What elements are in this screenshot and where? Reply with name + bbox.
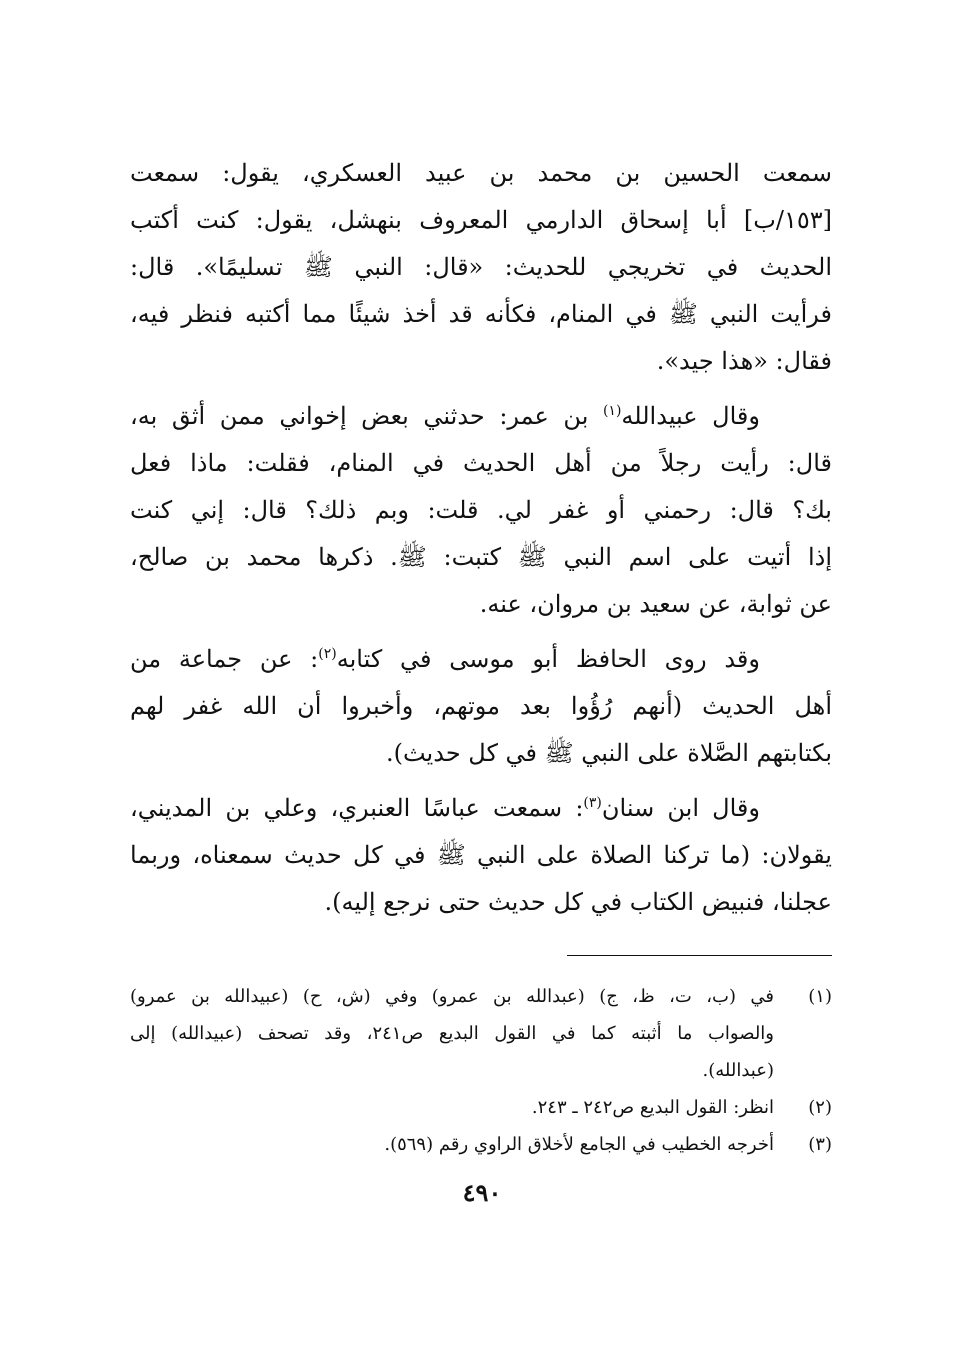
text-line: فقال: «هذا جيد».	[656, 347, 832, 375]
footnote-separator	[567, 955, 832, 956]
text-run: بن عمر: حدثني بعض إخواني ممن أثق به،	[130, 402, 603, 430]
paragraph-2	[130, 393, 832, 628]
paragraph-4	[130, 785, 832, 926]
paragraph-1	[130, 150, 832, 385]
text-line: عجلنا، فنبيض الكتاب في كل حديث حتى نرجع إليه).	[324, 888, 832, 916]
text-line: بك؟ قال: رحمني أو غفر لي. قلت: وبم ذلك؟ قال: إني كنت	[130, 496, 832, 524]
text-line: يقولان: (ما تركنا الصلاة على النبي ﷺ في كل حديث سمعناه، وربما	[130, 841, 832, 869]
text-run: : عن جماعة من	[130, 645, 319, 673]
text-line: أهل الحديث (أنهم رُؤُوا بعد موتهم، وأخبروا أن الله غفر لهم	[130, 692, 832, 720]
footnote-line: في (ب، ت، ظ، ج) (عبدالله بن عمرو) وفي (ش، ح) (عبيدالله بن عمرو)	[130, 986, 774, 1007]
text-line: قال: رأيت رجلاً من أهل الحديث في المنام، فقلت: ماذا فعل	[130, 449, 832, 477]
text-run: وقد روى الحافظ أبو موسى في كتابه	[336, 645, 760, 673]
footnote-line: انظر: القول البديع ص٢٤٢ ـ ٢٤٣.	[531, 1097, 774, 1118]
text-run: : سمعت عباسًا العنبري، وعلي بن المديني،	[130, 794, 584, 822]
text-line: الحديث في تخريجي للحديث: «قال: النبي ﷺ تسليمًا». قال:	[130, 253, 832, 281]
footnote-line: أخرجه الخطيب في الجامع لأخلاق الراوي رقم (٥٦٩).	[384, 1134, 774, 1155]
text-line: إذا أتيت على اسم النبي ﷺ كتبت: ﷺ. ذكرها محمد بن صالح،	[130, 543, 832, 571]
text-line: فرأيت النبي ﷺ في المنام، فكأنه قد أخذ شيئًا مما أكتبه فنظر فيه،	[130, 300, 832, 328]
page-number: ٤٩٠	[462, 1178, 502, 1207]
first-line	[130, 785, 832, 832]
footnote-ref[interactable]: (١)	[602, 403, 622, 419]
footnote-line: والصواب ما أثبته كما في القول البديع ص٢٤١، وقد تصحف (عبيدالله) إلى	[130, 1023, 774, 1044]
footnote-number: (٢)	[808, 1097, 832, 1118]
footnote-3	[130, 1126, 832, 1163]
footnote-line: (عبدالله).	[702, 1060, 774, 1081]
footnote-2	[130, 1089, 832, 1126]
text-run: وقال ابن سنان	[601, 794, 760, 822]
first-line	[130, 393, 832, 440]
footnote-1	[130, 978, 832, 1089]
text-line: [١٥٣/ب] أبا إسحاق الدارمي المعروف بنهشل، يقول: كنت أكتب	[130, 206, 832, 234]
footnotes	[130, 978, 832, 1163]
footnote-number: (٣)	[808, 1134, 832, 1155]
text-line: سمعت الحسين بن محمد بن عبيد العسكري، يقول: سمعت	[130, 159, 832, 187]
footnote-ref[interactable]: (٣)	[583, 795, 602, 811]
text-run: وقال عبيدالله	[621, 402, 760, 430]
paragraph-3	[130, 636, 832, 777]
footnote-ref[interactable]: (٢)	[318, 646, 337, 662]
first-line	[130, 636, 832, 683]
main-text	[130, 150, 832, 934]
footnote-number: (١)	[808, 986, 832, 1007]
text-line: بكتابتهم الصَّلاة على النبي ﷺ في كل حديث).	[385, 739, 832, 767]
text-line: عن ثوابة، عن سعيد بن مروان، عنه.	[479, 590, 832, 618]
